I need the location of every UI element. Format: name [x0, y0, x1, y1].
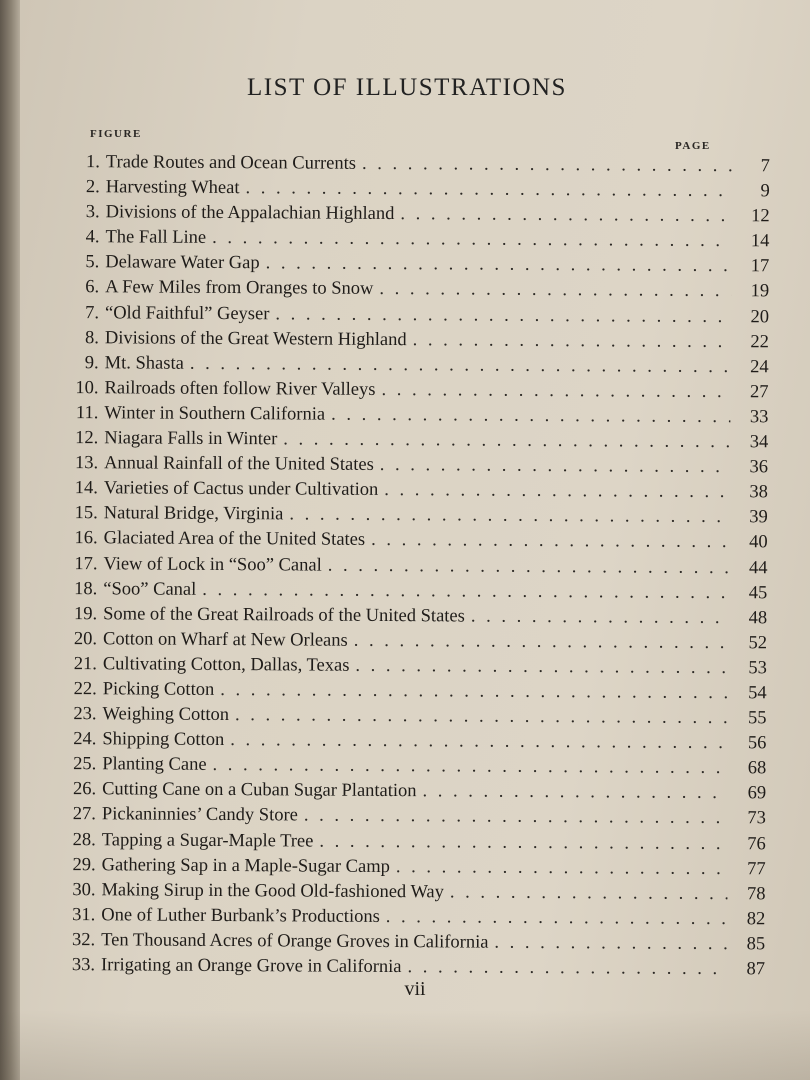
- dot-leader: [190, 354, 731, 378]
- figure-title: A Few Miles from Oranges to Snow: [105, 277, 374, 300]
- figure-title: Picking Cotton: [102, 679, 215, 700]
- dot-leader: [471, 606, 729, 629]
- page-number: 44: [748, 557, 768, 578]
- figure-number: 11.: [75, 403, 99, 424]
- figure-number: 15.: [74, 503, 98, 524]
- figure-title: Making Sirup in the Good Old-fashioned Way: [101, 879, 444, 903]
- page-number: 54: [748, 683, 767, 704]
- page-number: 17: [750, 256, 770, 277]
- dot-leader: [212, 228, 731, 252]
- figure-number: 19.: [73, 603, 98, 624]
- figure-number: 24.: [73, 729, 97, 750]
- page-number: 24: [750, 356, 769, 378]
- figure-number: 14.: [74, 478, 99, 499]
- figure-number: 25.: [73, 754, 97, 775]
- figure-title: Railroads often follow River Valleys: [104, 378, 376, 400]
- dot-leader: [400, 204, 731, 227]
- dot-leader: [423, 782, 729, 805]
- figure-title: Cotton on Wharf at New Orleans: [102, 629, 348, 651]
- figure-number: 2.: [85, 177, 100, 198]
- dot-leader: [371, 530, 730, 553]
- figure-number: 18.: [74, 578, 98, 599]
- figure-title: Planting Cane: [102, 754, 207, 776]
- figure-title: Winter in Southern California: [104, 403, 326, 425]
- dot-leader: [275, 304, 731, 328]
- figure-number: 31.: [72, 904, 96, 926]
- figure-title: Weighing Cotton: [102, 704, 230, 726]
- page-number: 53: [748, 658, 767, 679]
- figure-column-heading: FIGURE: [90, 128, 142, 140]
- figure-title: Divisions of the Appalachian Highland: [105, 202, 395, 225]
- dot-leader: [354, 631, 729, 654]
- dot-leader: [355, 656, 729, 679]
- figure-number: 8.: [84, 327, 99, 348]
- page-number: 9: [760, 181, 770, 202]
- figure-title: Mt. Shasta: [104, 353, 184, 374]
- figure-title: Varieties of Cactus under Cultivation: [103, 478, 379, 501]
- figure-number: 10.: [75, 377, 99, 399]
- figure-number: 17.: [74, 553, 98, 574]
- dot-leader: [379, 279, 731, 302]
- dot-leader: [407, 957, 727, 980]
- dot-leader: [235, 705, 729, 729]
- page-number: 14: [750, 231, 770, 252]
- page-number: 22: [750, 331, 769, 352]
- figure-number: 22.: [73, 679, 97, 700]
- figure-number: 23.: [73, 704, 97, 725]
- figure-title: Shipping Cotton: [102, 729, 225, 751]
- page-number: 55: [747, 708, 767, 729]
- page-number: 39: [749, 507, 768, 528]
- figure-number: 3.: [85, 202, 100, 223]
- figure-number: 20.: [73, 628, 98, 650]
- dot-leader: [494, 933, 727, 955]
- figure-number: 21.: [73, 653, 97, 675]
- figure-number: 29.: [72, 854, 96, 875]
- dot-leader: [331, 405, 730, 428]
- figure-title: Ten Thousand Acres of Orange Groves in California: [101, 930, 489, 953]
- dot-leader: [396, 857, 728, 880]
- dot-leader: [304, 806, 728, 830]
- figure-title: Pickaninnies’ Candy Store: [101, 804, 298, 826]
- dot-leader: [328, 555, 730, 578]
- figure-number: 27.: [72, 804, 97, 825]
- dot-leader: [384, 480, 730, 503]
- figure-number: 33.: [71, 955, 96, 976]
- page-title: LIST OF ILLUSTRATIONS: [247, 74, 567, 101]
- dot-leader: [213, 755, 729, 779]
- figure-number: 12.: [75, 428, 99, 449]
- figure-title: Gathering Sap in a Maple-Sugar Camp: [101, 854, 390, 877]
- figure-title: Cultivating Cotton, Dallas, Texas: [102, 654, 350, 676]
- page-number: 52: [748, 632, 768, 654]
- figure-title: One of Luther Burbank’s Productions: [101, 905, 380, 927]
- figure-title: View of Lock in “Soo” Canal: [103, 553, 322, 576]
- dot-leader: [381, 380, 730, 403]
- dot-leader: [319, 831, 728, 854]
- figure-title: Irrigating an Orange Grove in California: [100, 955, 402, 978]
- dot-leader: [386, 907, 728, 930]
- figure-number: 28.: [72, 829, 96, 850]
- page-number: 40: [749, 532, 768, 553]
- dot-leader: [450, 882, 728, 905]
- book-page: [20, 0, 810, 1080]
- figure-title: Harvesting Wheat: [105, 177, 240, 199]
- dot-leader: [283, 429, 730, 453]
- figure-title: Cutting Cane on a Cuban Sugar Plantation: [102, 779, 417, 802]
- page-number: 82: [746, 909, 766, 930]
- page-number: 73: [747, 808, 767, 829]
- page-number: 19: [750, 281, 770, 302]
- figure-title: Tapping a Sugar-Maple Tree: [101, 829, 314, 852]
- page-folio: vii: [404, 978, 426, 1000]
- figure-title: Trade Routes and Ocean Currents: [105, 152, 357, 174]
- figure-number: 6.: [85, 277, 100, 298]
- dot-leader: [220, 680, 729, 704]
- page-number: 34: [749, 432, 769, 453]
- figure-number: 4.: [85, 227, 100, 248]
- page-number: 85: [746, 934, 766, 955]
- page-number: 38: [749, 482, 768, 503]
- dot-leader: [230, 730, 728, 754]
- dot-leader: [380, 455, 730, 478]
- dot-leader: [202, 579, 729, 603]
- figure-number: 16.: [74, 528, 98, 549]
- figure-number: 5.: [85, 252, 100, 273]
- page-number: 87: [746, 959, 766, 980]
- page-number: 76: [747, 833, 766, 854]
- page-number: 78: [746, 883, 766, 905]
- page-number: 27: [749, 382, 769, 403]
- figure-number: 9.: [84, 352, 99, 373]
- dot-leader: [266, 254, 732, 278]
- figure-number: 32.: [72, 929, 96, 951]
- figure-title: Some of the Great Railroads of the United States: [103, 603, 465, 627]
- figure-number: 30.: [72, 879, 96, 900]
- figure-title: Divisions of the Great Western Highland: [104, 327, 407, 350]
- dot-leader: [245, 178, 731, 202]
- figure-number: 26.: [72, 779, 97, 800]
- page-number: 56: [747, 733, 767, 754]
- page-number: 45: [748, 582, 768, 603]
- figure-title: Annual Rainfall of the United States: [104, 453, 374, 476]
- figure-title: Niagara Falls in Winter: [104, 428, 278, 450]
- page-column-heading: PAGE: [675, 140, 711, 152]
- page-number: 48: [748, 607, 768, 629]
- figure-title: Glaciated Area of the United States: [103, 528, 366, 551]
- illustrations-list: [55, 152, 770, 984]
- dot-leader: [289, 505, 730, 529]
- page-number: 77: [747, 858, 766, 879]
- dot-leader: [413, 330, 731, 353]
- page-number: 7: [760, 156, 770, 177]
- figure-title: “Old Faithful” Geyser: [104, 302, 270, 324]
- page-number: 69: [747, 783, 767, 804]
- page-number: 12: [751, 206, 770, 227]
- figure-title: Natural Bridge, Virginia: [103, 503, 284, 525]
- figure-number: 7.: [85, 302, 100, 323]
- page-number: 68: [747, 758, 767, 779]
- page-number: 36: [749, 457, 769, 478]
- figure-title: “Soo” Canal: [103, 578, 197, 600]
- dot-leader: [362, 154, 732, 177]
- page-number: 20: [750, 306, 770, 327]
- page-number: 33: [749, 407, 769, 428]
- figure-number: 1.: [86, 152, 100, 173]
- figure-title: Delaware Water Gap: [105, 252, 260, 274]
- figure-number: 13.: [74, 453, 99, 474]
- figure-title: The Fall Line: [105, 227, 207, 249]
